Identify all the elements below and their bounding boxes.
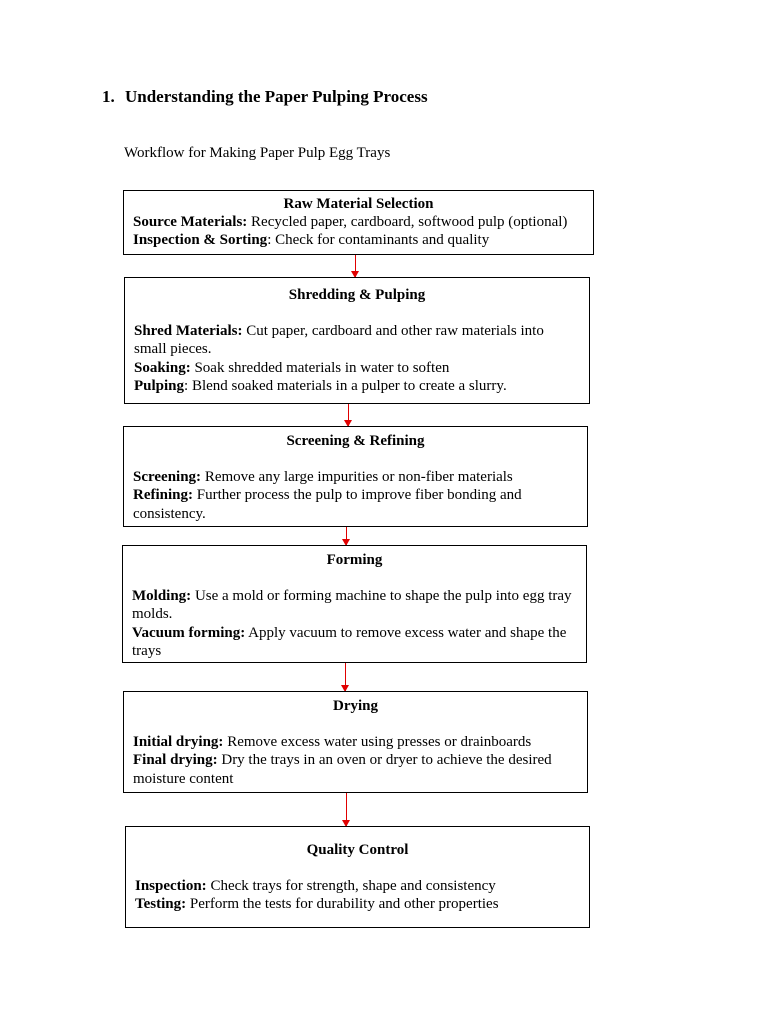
step-item xyxy=(133,213,584,231)
section-heading xyxy=(102,87,428,107)
step-shredding-pulping xyxy=(124,277,590,404)
workflow-title: Workflow for Making Paper Pulp Egg Trays xyxy=(124,145,391,161)
step-item-label: Soaking: xyxy=(134,359,191,376)
step-item-label: Refining: xyxy=(133,487,193,504)
flow-arrow xyxy=(346,527,347,545)
step-item xyxy=(135,895,580,913)
step-item xyxy=(134,377,580,395)
step-item-text: Cut paper, cardboard and other raw materials into small pieces. xyxy=(134,323,544,358)
step-item-text: Dry the trays in an oven or dryer to achieve the desired moisture content xyxy=(133,752,552,787)
step-item-label: Source Materials: xyxy=(133,214,248,231)
step-item-label: Vacuum forming: xyxy=(132,624,246,641)
step-item-text: Apply vacuum to remove excess water and shape the trays xyxy=(132,624,567,659)
step-title: Raw Material Selection xyxy=(283,196,434,212)
step-item-label: Inspection: xyxy=(135,878,207,895)
flow-arrow xyxy=(345,663,346,691)
step-item xyxy=(132,587,577,623)
step-item xyxy=(133,468,578,486)
step-item xyxy=(133,733,578,751)
step-forming xyxy=(122,545,587,663)
step-item-text: Use a mold or forming machine to shape the pulp into egg tray molds. xyxy=(132,588,572,623)
step-title: Screening & Refining xyxy=(286,433,425,449)
step-item xyxy=(135,877,580,895)
step-item-label: Shred Materials: xyxy=(134,323,243,340)
step-item xyxy=(134,359,580,377)
step-item-label: Final drying: xyxy=(133,752,218,769)
step-item-text: : Blend soaked materials in a pulper to create a slurry. xyxy=(184,377,507,394)
step-item-text: Perform the tests for durability and other properties xyxy=(186,896,499,913)
step-item-text: Check trays for strength, shape and consistency xyxy=(206,878,496,895)
step-item-label: Initial drying: xyxy=(133,734,224,751)
step-quality-control xyxy=(125,826,590,928)
step-item xyxy=(134,322,580,358)
step-item-text: Remove excess water using presses or drainboards xyxy=(223,734,532,751)
step-item-label: Screening: xyxy=(133,469,202,486)
step-item-label: Pulping xyxy=(134,377,185,394)
section-number: 1. xyxy=(102,87,115,106)
step-item-text: Soak shredded materials in water to soften xyxy=(190,359,450,376)
step-title: Shredding & Pulping xyxy=(288,287,426,303)
step-item-text: Further process the pulp to improve fiber bonding and consistency. xyxy=(133,487,522,522)
step-item-text: Recycled paper, cardboard, softwood pulp (optional) xyxy=(247,214,568,231)
step-item xyxy=(133,231,584,249)
step-item xyxy=(133,751,578,787)
section-title: Understanding the Paper Pulping Process xyxy=(125,87,428,106)
step-item xyxy=(133,486,578,522)
step-title: Drying xyxy=(333,698,378,714)
step-item-label: Testing: xyxy=(135,896,187,913)
step-item-label: Inspection & Sorting xyxy=(133,232,268,249)
step-screening-refining xyxy=(123,426,588,527)
step-title: Forming xyxy=(326,552,383,568)
step-item-text: Remove any large impurities or non-fiber materials xyxy=(201,469,513,486)
step-item-text: : Check for contaminants and quality xyxy=(267,232,490,249)
flow-arrow xyxy=(348,404,349,426)
flow-arrow xyxy=(355,255,356,277)
step-title: Quality Control xyxy=(306,842,409,858)
step-raw-material-selection xyxy=(123,190,594,255)
step-item-label: Molding: xyxy=(132,588,192,605)
flow-arrow xyxy=(346,793,347,826)
step-item xyxy=(132,624,577,660)
step-drying xyxy=(123,691,588,793)
